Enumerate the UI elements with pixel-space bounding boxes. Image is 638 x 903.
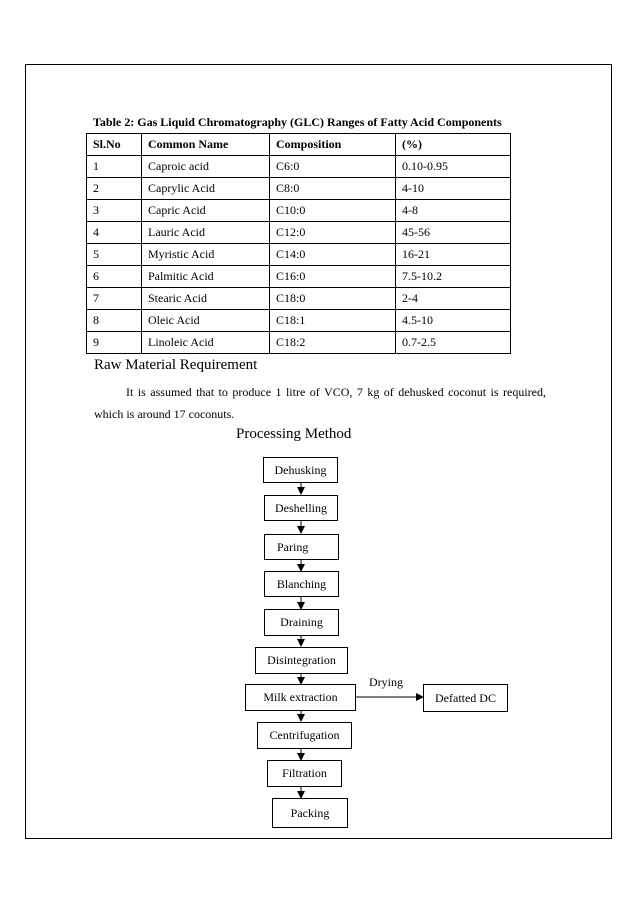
header-sl-no: Sl.No: [87, 134, 142, 156]
cell-common-name: Linoleic Acid: [142, 332, 270, 354]
raw-material-heading: Raw Material Requirement: [94, 357, 258, 373]
cell-percent: 4-10: [396, 178, 511, 200]
cell-common-name: Caprylic Acid: [142, 178, 270, 200]
cell-percent: 16-21: [396, 244, 511, 266]
cell-composition: C18:0: [270, 288, 396, 310]
cell-percent: 7.5-10.2: [396, 266, 511, 288]
step-dehusking: Dehusking: [263, 457, 338, 483]
cell-sl-no: 6: [87, 266, 142, 288]
step-filtration: Filtration: [267, 760, 342, 787]
cell-percent: 2-4: [396, 288, 511, 310]
cell-percent: 4-8: [396, 200, 511, 222]
step-centrifugation: Centrifugation: [257, 722, 352, 749]
cell-composition: C18:1: [270, 310, 396, 332]
cell-composition: C6:0: [270, 156, 396, 178]
cell-sl-no: 2: [87, 178, 142, 200]
cell-percent: 45-56: [396, 222, 511, 244]
step-disintegration: Disintegration: [255, 647, 348, 674]
cell-common-name: Lauric Acid: [142, 222, 270, 244]
cell-sl-no: 8: [87, 310, 142, 332]
processing-method-heading: Processing Method: [236, 426, 352, 442]
cell-sl-no: 3: [87, 200, 142, 222]
cell-percent: 4.5-10: [396, 310, 511, 332]
cell-percent: 0.7-2.5: [396, 332, 511, 354]
cell-composition: C12:0: [270, 222, 396, 244]
raw-material-paragraph: It is assumed that to produce 1 litre of VCO, 7 kg of dehusked coconut is required, which is around 17 coconuts.: [94, 385, 546, 421]
cell-sl-no: 4: [87, 222, 142, 244]
step-blanching: Blanching: [264, 571, 339, 597]
cell-composition: C18:2: [270, 332, 396, 354]
header-common-name: Common Name: [142, 134, 270, 156]
cell-composition: C8:0: [270, 178, 396, 200]
cell-composition: C16:0: [270, 266, 396, 288]
table-caption: Table 2: Gas Liquid Chromatography (GLC) Ranges of Fatty Acid Components: [93, 115, 502, 129]
cell-sl-no: 5: [87, 244, 142, 266]
cell-composition: C10:0: [270, 200, 396, 222]
cell-sl-no: 1: [87, 156, 142, 178]
step-packing: Packing: [272, 798, 348, 828]
cell-common-name: Palmitic Acid: [142, 266, 270, 288]
step-deshelling: Deshelling: [264, 495, 338, 521]
step-draining: Draining: [264, 609, 339, 636]
cell-percent: 0.10-0.95: [396, 156, 511, 178]
cell-sl-no: 9: [87, 332, 142, 354]
drying-label: Drying: [369, 675, 403, 689]
cell-sl-no: 7: [87, 288, 142, 310]
step-milk-extraction: Milk extraction: [245, 684, 356, 711]
cell-common-name: Myristic Acid: [142, 244, 270, 266]
defatted-dc-box: Defatted DC: [423, 684, 508, 712]
cell-common-name: Oleic Acid: [142, 310, 270, 332]
step-paring: Paring: [264, 534, 339, 560]
header-percent: (%): [396, 134, 511, 156]
cell-common-name: Caproic acid: [142, 156, 270, 178]
header-composition: Composition: [270, 134, 396, 156]
cell-composition: C14:0: [270, 244, 396, 266]
cell-common-name: Stearic Acid: [142, 288, 270, 310]
cell-common-name: Capric Acid: [142, 200, 270, 222]
